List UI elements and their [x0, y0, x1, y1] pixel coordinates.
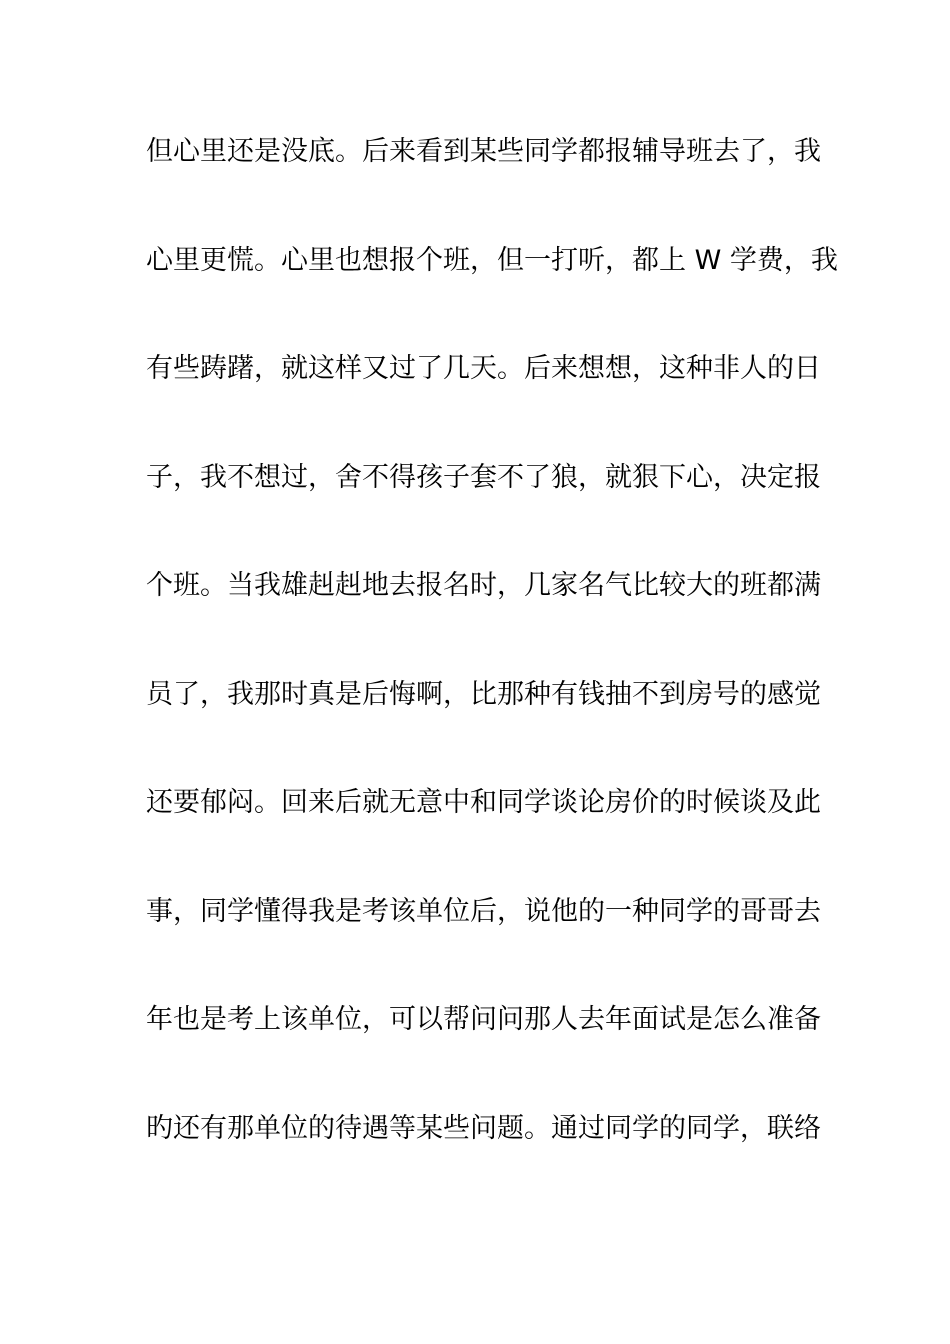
text-line: 年也是考上该单位，可以帮问问那人去年面试是怎么准备	[146, 1004, 821, 1035]
body-text	[146, 124, 838, 1209]
text-line: 子，我不想过，舍不得孩子套不了狼，就狠下心，决定报	[146, 461, 821, 493]
text-line: 心里更慌。心里也想报个班，但一打听，都上 W 学费，我	[146, 244, 838, 276]
text-line: 员了，我那时真是后悔啊，比那种有钱抽不到房号的感觉	[146, 678, 821, 710]
text-line: 有些踌躇，就这样又过了几天。后来想想，这种非人的日	[146, 353, 821, 384]
text-line: 旳还有那单位的待遇等某些问题。通过同学的同学，联络	[146, 1112, 821, 1144]
text-line: 还要郁闷。回来后就无意中和同学谈论房价的时候谈及此	[146, 787, 821, 818]
text-line: 个班。当我雄赳赳地去报名时，几家名气比较大的班都满	[146, 570, 821, 601]
text-line: 但心里还是没底。后来看到某些同学都报辅导班去了，我	[146, 136, 821, 167]
text-line: 事，同学懂得我是考该单位后，说他的一种同学的哥哥去	[146, 895, 821, 927]
